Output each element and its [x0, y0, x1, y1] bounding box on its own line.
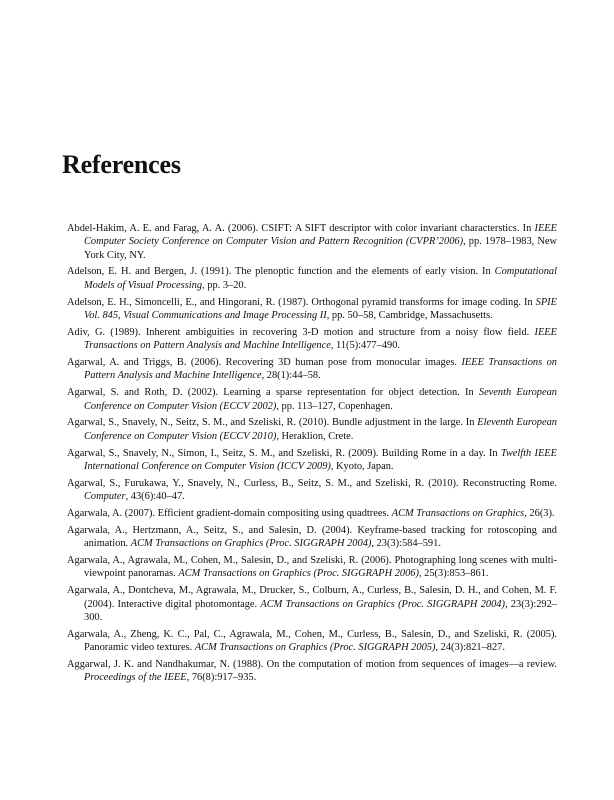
reference-entry	[67, 416, 557, 443]
reference-venue: IEEE Transactions on Pattern Analysis and Machine Intelligence	[84, 326, 557, 352]
reference-details: , 24(3):821–827.	[435, 642, 505, 654]
reference-venue: ACM Transactions on Graphics (Proc. SIGGRAPH 2004)	[260, 598, 505, 610]
reference-details: , Heraklion, Crete.	[276, 430, 354, 442]
reference-entry	[67, 326, 557, 353]
reference-authors-title: Agarwal, S., Snavely, N., Seitz, S. M., and Szeliski, R. (2010). Bundle adjustment in the large. In	[67, 417, 478, 429]
reference-venue: ACM Transactions on Graphics	[391, 507, 525, 519]
reference-authors-title: Aggarwal, J. K. and Nandhakumar, N. (1988). On the computation of motion from sequences of images—a review.	[67, 658, 557, 670]
reference-authors-title: Agarwala, A., Agrawala, M., Cohen, M., Salesin, D., and Szeliski, R. (2006). Photographing long scenes with multi-viewpoint panoramas.	[67, 555, 557, 580]
reference-details: , 25(3):853–861.	[418, 568, 489, 580]
reference-authors-title: Agarwal, S. and Roth, D. (2002). Learning a sparse representation for object detection. In	[67, 387, 479, 399]
reference-entry	[67, 507, 557, 520]
reference-entry	[67, 477, 557, 504]
reference-entry	[67, 386, 557, 413]
reference-details: , pp. 113–127, Copenhagen.	[276, 400, 393, 412]
reference-details: , 23(3):584–591.	[371, 538, 441, 550]
reference-authors-title: Agarwal, S., Furukawa, Y., Snavely, N., Curless, B., Seitz, S. M., and Szeliski, R. (2010). Reconstructing Rome.	[67, 477, 557, 489]
reference-entry	[67, 265, 557, 292]
reference-details: , 11(5):477–490.	[330, 340, 401, 352]
reference-authors-title: Adelson, E. H. and Bergen, J. (1991). The plenoptic function and the elements of early vision. In	[67, 266, 495, 278]
reference-entry	[67, 554, 557, 581]
reference-entry	[67, 584, 557, 624]
reference-entry	[67, 524, 557, 551]
reference-entry	[67, 658, 557, 685]
reference-entry	[67, 628, 557, 655]
reference-details: , 43(6):40–47.	[125, 491, 185, 503]
reference-authors-title: Agarwala, A., Zheng, K. C., Pal, C., Agrawala, M., Cohen, M., Curless, B., Salesin, D., and Szeliski, R. (2005). Panoramic video textures.	[67, 628, 557, 654]
reference-venue: Proceedings of the IEEE	[84, 672, 187, 684]
reference-venue: ACM Transactions on Graphics (Proc. SIGGRAPH 2004)	[130, 538, 372, 550]
reference-venue: ACM Transactions on Graphics (Proc. SIGGRAPH 2005)	[194, 642, 436, 654]
reference-venue: Twelfth IEEE International Conference on Computer Vision (ICCV 2009)	[84, 447, 557, 472]
reference-entry	[67, 296, 557, 323]
reference-authors-title: Agarwala, A., Hertzmann, A., Seitz, S., and Salesin, D. (2004). Keyframe-based tracking for rotoscoping and animation.	[67, 524, 557, 550]
reference-details: , pp. 3–20.	[202, 279, 247, 291]
reference-details: , 76(8):917–935.	[186, 672, 257, 684]
reference-venue: ACM Transactions on Graphics (Proc. SIGGRAPH 2006)	[178, 568, 419, 580]
reference-details: , 23(3):292–300.	[84, 598, 557, 623]
page-title: References	[62, 150, 181, 179]
reference-entry	[67, 447, 557, 474]
reference-venue: IEEE Computer Society Conference on Computer Vision and Pattern Recognition (CVPR’2006)	[84, 223, 557, 248]
reference-venue: Computer	[84, 491, 126, 503]
reference-details: , pp. 50–58, Cambridge, Massachusetts.	[326, 309, 493, 321]
reference-venue: Seventh European Conference on Computer Vision (ECCV 2002)	[84, 387, 558, 412]
reference-authors-title: Agarwala, A., Dontcheva, M., Agrawala, M., Drucker, S., Colburn, A., Curless, B., Salesin, D. H., and Cohen, M. F. (2004). Interactive digital photomontage.	[67, 585, 557, 610]
reference-authors-title: Agarwal, A. and Triggs, B. (2006). Recovering 3D human pose from monocular images.	[67, 357, 462, 369]
reference-entry	[67, 222, 557, 262]
reference-list	[67, 222, 557, 688]
reference-venue: IEEE Transactions on Pattern Analysis and Machine Intelligence	[84, 357, 557, 382]
reference-entry	[67, 356, 557, 383]
reference-details: , 26(3).	[524, 507, 555, 519]
reference-authors-title: Agarwal, S., Snavely, N., Simon, I., Seitz, S. M., and Szeliski, R. (2009). Building Rome in a day. In	[67, 447, 501, 459]
reference-authors-title: Abdel-Hakim, A. E. and Farag, A. A. (2006). CSIFT: A SIFT descriptor with color invariant characterstics. In	[67, 223, 535, 234]
reference-authors-title: Agarwala, A. (2007). Efficient gradient-domain compositing using quadtrees.	[67, 507, 392, 519]
reference-venue: Eleventh European Conference on Computer Vision (ECCV 2010)	[84, 417, 557, 442]
reference-authors-title: Adiv, G. (1989). Inherent ambiguities in recovering 3-D motion and structure from a noisy flow field.	[67, 326, 535, 338]
reference-venue: Computational Models of Visual Processing	[84, 266, 557, 291]
reference-authors-title: Adelson, E. H., Simoncelli, E., and Hingorani, R. (1987). Orthogonal pyramid transforms for image coding. In	[67, 296, 536, 308]
reference-details: , Kyoto, Japan.	[330, 460, 394, 472]
reference-details: , 28(1):44–58.	[261, 370, 321, 382]
reference-venue: SPIE Vol. 845, Visual Communications and Image Processing II	[84, 296, 557, 321]
reference-details: , pp. 1978–1983, New York City, NY.	[84, 236, 558, 261]
